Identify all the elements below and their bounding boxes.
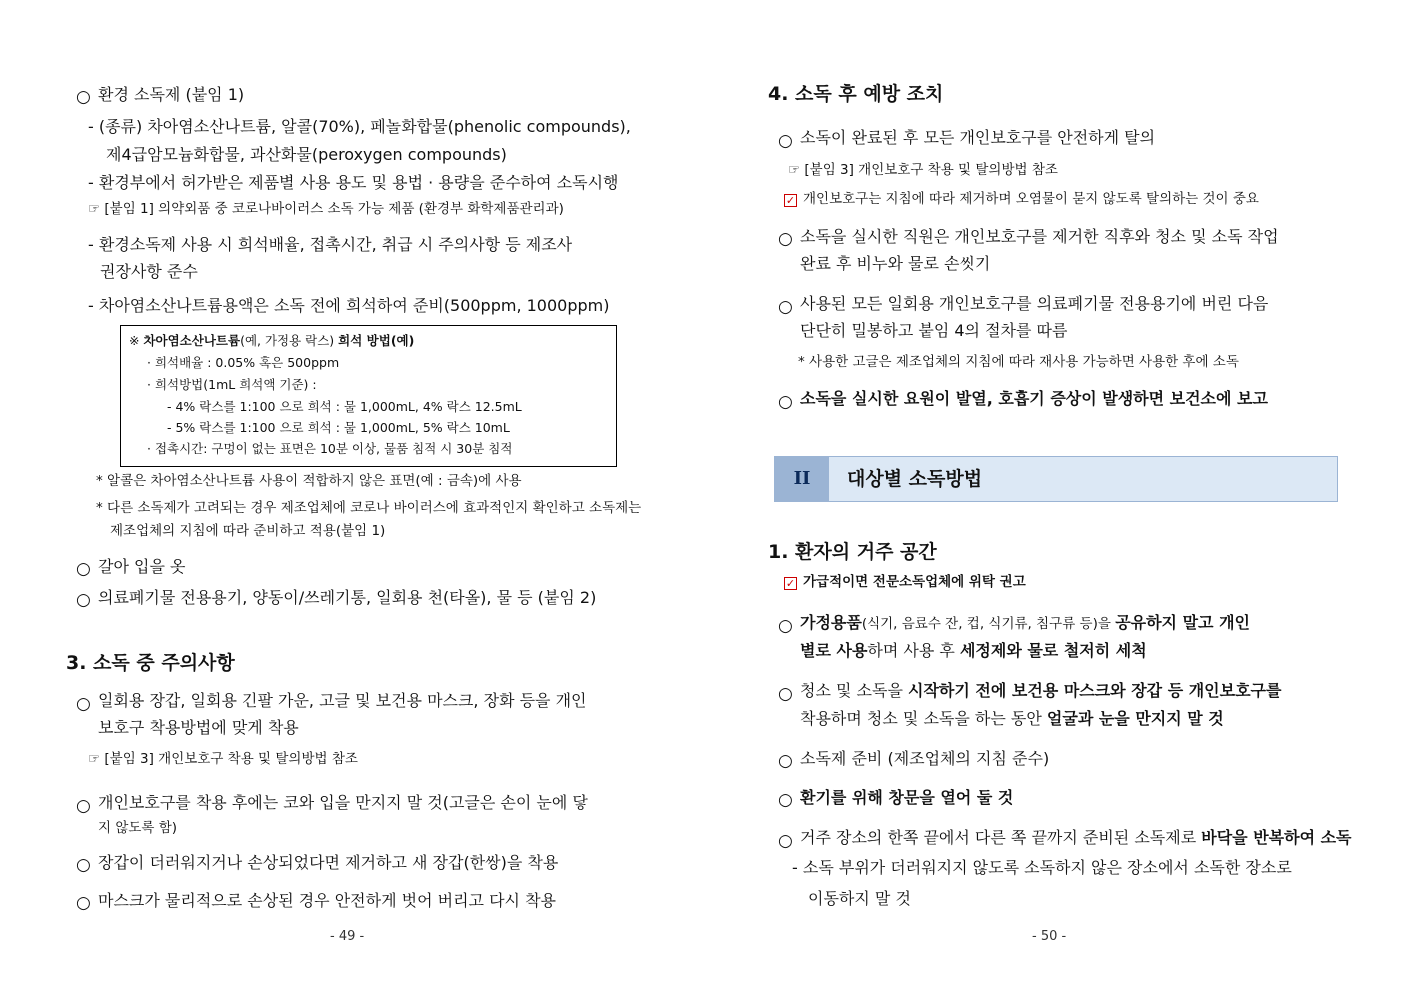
box-line: - 5% 락스를 1:100 으로 희석 : 물 1,000mL, 5% 락스 10mL <box>167 420 510 435</box>
bullet-circle: ○ <box>76 590 91 610</box>
bullet-circle: ○ <box>76 855 91 875</box>
text-line: 지 않도록 함) <box>98 820 178 836</box>
text-line: 별로 사용하며 사용 후 세정제와 물로 철저히 세척 <box>800 641 1147 660</box>
text-line: 권장사항 준수 <box>100 262 198 281</box>
bullet-circle: ○ <box>778 790 793 810</box>
footnote: * 사용한 고글은 제조업체의 지침에 따라 재사용 가능하면 사용한 후에 소독 <box>798 354 1239 370</box>
text-line: 제4급암모늄화합물, 과산화물(peroxygen compounds) <box>106 145 507 164</box>
bullet-circle: ○ <box>76 87 91 107</box>
right-page <box>702 0 1403 992</box>
footnote: * 다른 소독제가 고려되는 경우 제조업체에 코로나 바이러스에 효과적인지 확인하고 소독제는 <box>96 500 642 516</box>
text-line: 완료 후 비누와 물로 손씻기 <box>800 254 991 273</box>
bullet-circle: ○ <box>76 559 91 579</box>
bullet-circle: ○ <box>778 392 793 412</box>
text-line: 착용하며 청소 및 소독을 하는 동안 얼굴과 눈을 만지지 말 것 <box>800 709 1224 728</box>
bullet-circle: ○ <box>778 297 793 317</box>
bullet-circle: ○ <box>778 751 793 771</box>
text-line: 환기를 위해 창문을 열어 둘 것 <box>800 788 1014 807</box>
box-line: · 희석방법(1mL 희석액 기준) : <box>147 377 317 392</box>
box-title: ※ 차아염소산나트륨(예, 가정용 락스) 희석 방법(예) <box>129 333 415 348</box>
section-title: 대상별 소독방법 <box>847 468 983 490</box>
text-line: 개인보호구를 착용 후에는 코와 입을 만지지 말 것(고글은 손이 눈에 닿 <box>98 793 588 812</box>
checkbox-icon: ✓ <box>785 577 796 590</box>
text-line: 소독을 실시한 직원은 개인보호구를 제거한 직후와 청소 및 소독 작업 <box>800 227 1279 246</box>
bullet-circle: ○ <box>76 796 91 816</box>
check-note: ✓ 가급적이면 전문소독업체에 위탁 권고 <box>785 574 1026 590</box>
bullet-circle: ○ <box>778 616 793 636</box>
text-line: 단단히 밀봉하고 붙임 4의 절차를 따름 <box>800 321 1068 340</box>
text-line: 청소 및 소독을 시작하기 전에 보건용 마스크와 장갑 등 개인보호구를 <box>800 681 1282 700</box>
check-note: ✓ 개인보호구는 지침에 따라 제거하며 오염물이 묻지 않도록 탈의하는 것이 중요 <box>785 191 1259 207</box>
text-line: 가정용품(식기, 음료수 잔, 컵, 식기류, 침구류 등)을 공유하지 말고 개인 <box>800 613 1250 632</box>
bullet-circle: ○ <box>778 684 793 704</box>
text-line: 일회용 장갑, 일회용 긴팔 가운, 고글 및 보건용 마스크, 장화 등을 개인 <box>98 691 587 710</box>
text-line: - 소독 부위가 더러워지지 않도록 소독하지 않은 장소에서 소독한 장소로 <box>792 858 1292 877</box>
section-number: II <box>775 457 829 501</box>
box-line: - 4% 락스를 1:100 으로 희석 : 물 1,000mL, 4% 락스 12.5mL <box>167 399 522 414</box>
reference-note: ☞ [붙임 3] 개인보호구 착용 및 탈의방법 참조 <box>88 751 358 767</box>
text-line: 환경 소독제 (붙임 1) <box>98 85 245 104</box>
text-line: 거주 장소의 한쪽 끝에서 다른 쪽 끝까지 준비된 소독제로 바닥을 반복하여 소독 <box>800 828 1352 847</box>
text-line: - 차아염소산나트륨용액은 소독 전에 희석하여 준비(500ppm, 1000ppm) <box>88 296 610 315</box>
box-line: · 접촉시간: 구멍이 없는 표면은 10분 이상, 물품 침적 시 30분 침적 <box>147 441 513 456</box>
bullet-circle: ○ <box>76 893 91 913</box>
text-line: 갈아 입을 옷 <box>98 557 186 576</box>
page-number: - 50 - <box>1032 929 1067 944</box>
bullet-circle: ○ <box>778 229 793 249</box>
text-line: 사용된 모든 일회용 개인보호구를 의료폐기물 전용용기에 버린 다음 <box>800 294 1269 313</box>
bullet-circle: ○ <box>778 831 793 851</box>
dilution-box <box>120 325 617 467</box>
text-line: - 환경부에서 허가받은 제품별 사용 용도 및 용법 · 용량을 준수하여 소독시행 <box>88 173 619 192</box>
box-line: · 희석배율 : 0.05% 혹은 500ppm <box>147 355 340 370</box>
page-number: - 49 - <box>330 929 365 944</box>
bullet-circle: ○ <box>76 694 91 714</box>
section-heading: 1. 환자의 거주 공간 <box>768 541 937 563</box>
text-line: 소독이 완료된 후 모든 개인보호구를 안전하게 탈의 <box>800 128 1156 147</box>
reference-note: ☞ [붙임 1] 의약외품 중 코로나바이러스 소독 가능 제품 (환경부 화학제품관리과) <box>88 201 564 217</box>
text-line: 이동하지 말 것 <box>808 889 911 908</box>
text-line: 소독제 준비 (제조업체의 지침 준수) <box>800 749 1050 768</box>
text-line: 보호구 착용방법에 맞게 착용 <box>98 718 299 737</box>
footnote: * 알콜은 차아염소산나트륨 사용이 적합하지 않은 표면(예 : 금속)에 사용 <box>96 473 522 489</box>
section-heading: 3. 소독 중 주의사항 <box>66 652 235 674</box>
section-heading: 4. 소독 후 예방 조치 <box>768 83 944 105</box>
text-line: 마스크가 물리적으로 손상된 경우 안전하게 벗어 버리고 다시 착용 <box>98 891 557 910</box>
section-banner <box>774 456 1338 502</box>
text-line: 의료폐기물 전용용기, 양동이/쓰레기통, 일회용 천(타올), 물 등 (붙임 2) <box>98 588 597 607</box>
text-line: - (종류) 차아염소산나트륨, 알콜(70%), 페놀화합물(phenolic compounds), <box>88 117 631 136</box>
left-page <box>0 0 700 992</box>
checkbox-icon: ✓ <box>785 194 796 207</box>
bullet-circle: ○ <box>778 131 793 151</box>
text-line: 장갑이 더러워지거나 손상되었다면 제거하고 새 장갑(한쌍)을 착용 <box>98 853 559 872</box>
footnote: 제조업체의 지침에 따라 준비하고 적용(붙임 1) <box>110 523 386 539</box>
text-line: 소독을 실시한 요원이 발열, 호흡기 증상이 발생하면 보건소에 보고 <box>800 389 1268 408</box>
reference-note: ☞ [붙임 3] 개인보호구 착용 및 탈의방법 참조 <box>788 162 1058 178</box>
text-line: - 환경소독제 사용 시 희석배율, 접촉시간, 취급 시 주의사항 등 제조사 <box>88 235 573 254</box>
